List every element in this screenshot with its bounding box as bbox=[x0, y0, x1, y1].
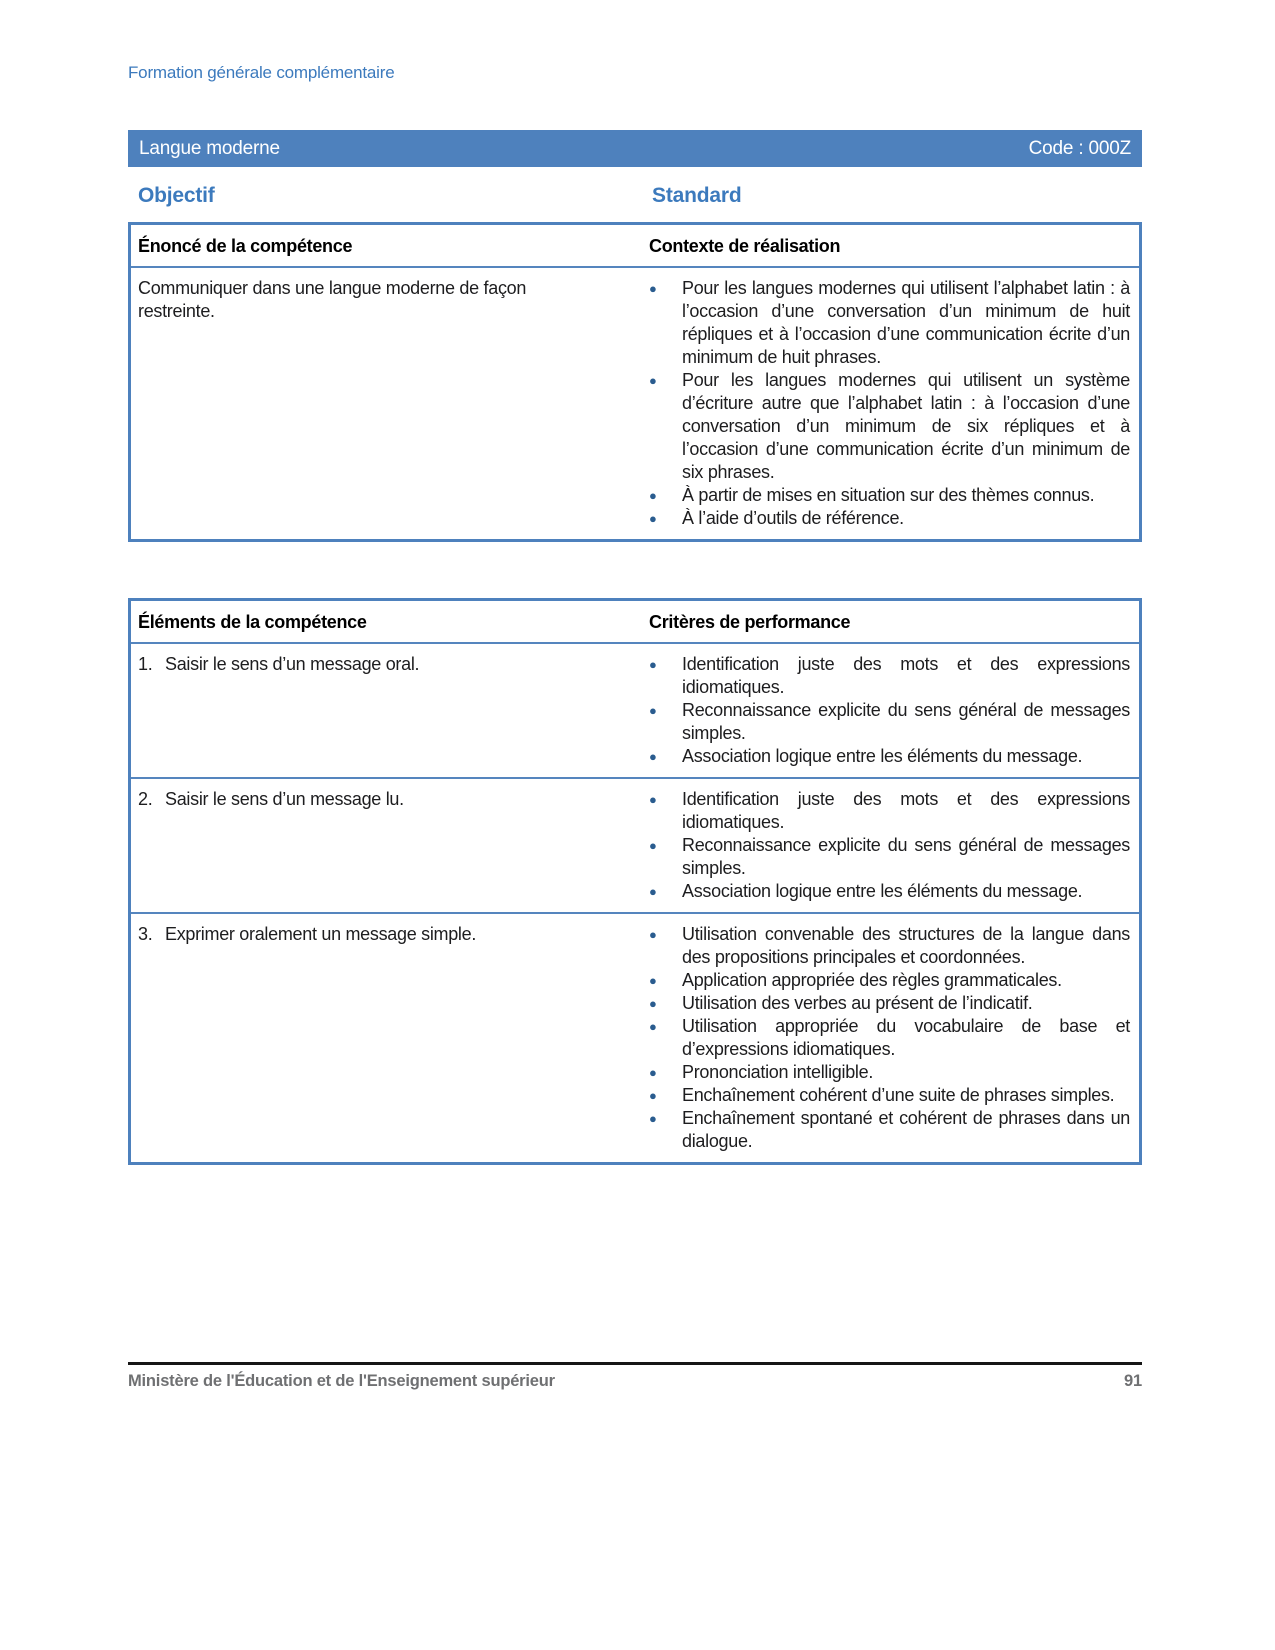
list-item-text: Identification juste des mots et des expressions idiomatiques. bbox=[682, 789, 1130, 832]
list-item-text: Reconnaissance explicite du sens général de messages simples. bbox=[682, 700, 1130, 743]
criteres-cell bbox=[638, 644, 1139, 777]
table-row bbox=[131, 268, 1139, 539]
objective-table-header bbox=[131, 225, 1139, 268]
list-item bbox=[646, 880, 1130, 903]
course-title-bar bbox=[128, 130, 1142, 167]
course-code: Code : 000Z bbox=[1028, 137, 1131, 159]
bullet-icon: ● bbox=[649, 749, 657, 764]
list-item bbox=[646, 1084, 1130, 1107]
list-item bbox=[646, 745, 1130, 768]
table-row bbox=[131, 644, 1139, 777]
list-item bbox=[646, 277, 1130, 369]
page-footer bbox=[128, 1362, 1142, 1391]
list-item-text: Utilisation convenable des structures de la langue dans des propositions principales et coordonnées. bbox=[682, 924, 1130, 967]
table-gap bbox=[128, 542, 1142, 584]
element-cell bbox=[131, 914, 638, 1162]
list-item bbox=[646, 1015, 1130, 1061]
table-row bbox=[131, 912, 1139, 1162]
list-item bbox=[646, 1107, 1130, 1153]
bullet-icon: ● bbox=[649, 511, 657, 526]
list-item bbox=[646, 699, 1130, 745]
objective-table bbox=[128, 222, 1142, 542]
list-item bbox=[646, 484, 1130, 507]
bullet-icon: ● bbox=[649, 703, 657, 718]
section-headings bbox=[128, 184, 1142, 208]
list-item bbox=[646, 923, 1130, 969]
list-item bbox=[646, 653, 1130, 699]
list-item-text: Utilisation des verbes au présent de l’indicatif. bbox=[682, 993, 1033, 1013]
criteres-bullet-list bbox=[646, 788, 1130, 903]
list-item-text: Utilisation appropriée du vocabulaire de base et d’expressions idiomatiques. bbox=[682, 1016, 1130, 1059]
list-item-text: Identification juste des mots et des expressions idiomatiques. bbox=[682, 654, 1130, 697]
table-row bbox=[131, 777, 1139, 912]
elements-header: Éléments de la compétence bbox=[138, 612, 367, 632]
bullet-icon: ● bbox=[649, 373, 657, 388]
list-item-text: Pour les langues modernes qui utilisent un système d’écriture autre que l’alphabet latin : à l’occasion d’une conversation d’un minimum de six répliques et à l’occasion d’une communication écrite d’un minimum de six phrases. bbox=[682, 370, 1130, 482]
criteres-cell bbox=[638, 914, 1139, 1162]
enonce-header: Énoncé de la compétence bbox=[138, 236, 353, 256]
standard-heading: Standard bbox=[652, 184, 742, 207]
contexte-bullet-list bbox=[646, 277, 1130, 530]
list-item-text: Enchaînement cohérent d’une suite de phrases simples. bbox=[682, 1085, 1115, 1105]
bullet-icon: ● bbox=[649, 973, 657, 988]
elements-table bbox=[128, 598, 1142, 1165]
list-item bbox=[646, 788, 1130, 834]
list-item-text: Association logique entre les éléments du message. bbox=[682, 881, 1083, 901]
bullet-icon: ● bbox=[649, 792, 657, 807]
list-item bbox=[646, 969, 1130, 992]
element-item bbox=[138, 653, 604, 676]
element-text: Saisir le sens d’un message lu. bbox=[165, 789, 404, 809]
criteres-bullet-list bbox=[646, 923, 1130, 1153]
bullet-icon: ● bbox=[649, 884, 657, 899]
element-cell bbox=[131, 779, 638, 912]
contexte-header: Contexte de réalisation bbox=[649, 236, 841, 256]
bullet-icon: ● bbox=[649, 281, 657, 296]
bullet-icon: ● bbox=[649, 657, 657, 672]
list-item bbox=[646, 369, 1130, 484]
element-item bbox=[138, 788, 604, 811]
element-text: Exprimer oralement un message simple. bbox=[165, 924, 477, 944]
bullet-icon: ● bbox=[649, 488, 657, 503]
course-title: Langue moderne bbox=[139, 137, 280, 159]
element-text: Saisir le sens d’un message oral. bbox=[165, 654, 420, 674]
bullet-icon: ● bbox=[649, 1019, 657, 1034]
document-section-label: Formation générale complémentaire bbox=[128, 63, 395, 82]
competence-statement: Communiquer dans une langue moderne de façon restreinte. bbox=[138, 278, 527, 321]
list-item-text: À partir de mises en situation sur des thèmes connus. bbox=[682, 485, 1095, 505]
bullet-icon: ● bbox=[649, 838, 657, 853]
item-number: 3. bbox=[138, 924, 153, 944]
item-number: 1. bbox=[138, 654, 153, 674]
footer-ministry: Ministère de l'Éducation et de l'Enseignement supérieur bbox=[128, 1372, 555, 1390]
contexte-cell bbox=[638, 268, 1139, 539]
item-number: 2. bbox=[138, 789, 153, 809]
list-item-text: Prononciation intelligible. bbox=[682, 1062, 874, 1082]
criteres-header: Critères de performance bbox=[649, 612, 851, 632]
footer-page-number: 91 bbox=[1124, 1372, 1142, 1390]
list-item-text: Pour les langues modernes qui utilisent l’alphabet latin : à l’occasion d’une conversation d’un minimum de huit répliques et à l’occasion d’une communication écrite d’un minimum de huit phrases. bbox=[682, 278, 1130, 367]
criteres-bullet-list bbox=[646, 653, 1130, 768]
objectif-heading: Objectif bbox=[138, 184, 215, 207]
list-item bbox=[646, 834, 1130, 880]
list-item bbox=[646, 507, 1130, 530]
elements-table-header bbox=[131, 601, 1139, 644]
element-cell bbox=[131, 644, 638, 777]
bullet-icon: ● bbox=[649, 1111, 657, 1126]
list-item-text: Application appropriée des règles grammaticales. bbox=[682, 970, 1062, 990]
bullet-icon: ● bbox=[649, 996, 657, 1011]
list-item-text: Reconnaissance explicite du sens général de messages simples. bbox=[682, 835, 1130, 878]
list-item-text: Enchaînement spontané et cohérent de phrases dans un dialogue. bbox=[682, 1108, 1130, 1151]
bullet-icon: ● bbox=[649, 1088, 657, 1103]
bullet-icon: ● bbox=[649, 1065, 657, 1080]
list-item-text: Association logique entre les éléments du message. bbox=[682, 746, 1083, 766]
bullet-icon: ● bbox=[649, 927, 657, 942]
list-item bbox=[646, 992, 1130, 1015]
element-item bbox=[138, 923, 604, 946]
list-item-text: À l’aide d’outils de référence. bbox=[682, 508, 904, 528]
criteres-cell bbox=[638, 779, 1139, 912]
list-item bbox=[646, 1061, 1130, 1084]
